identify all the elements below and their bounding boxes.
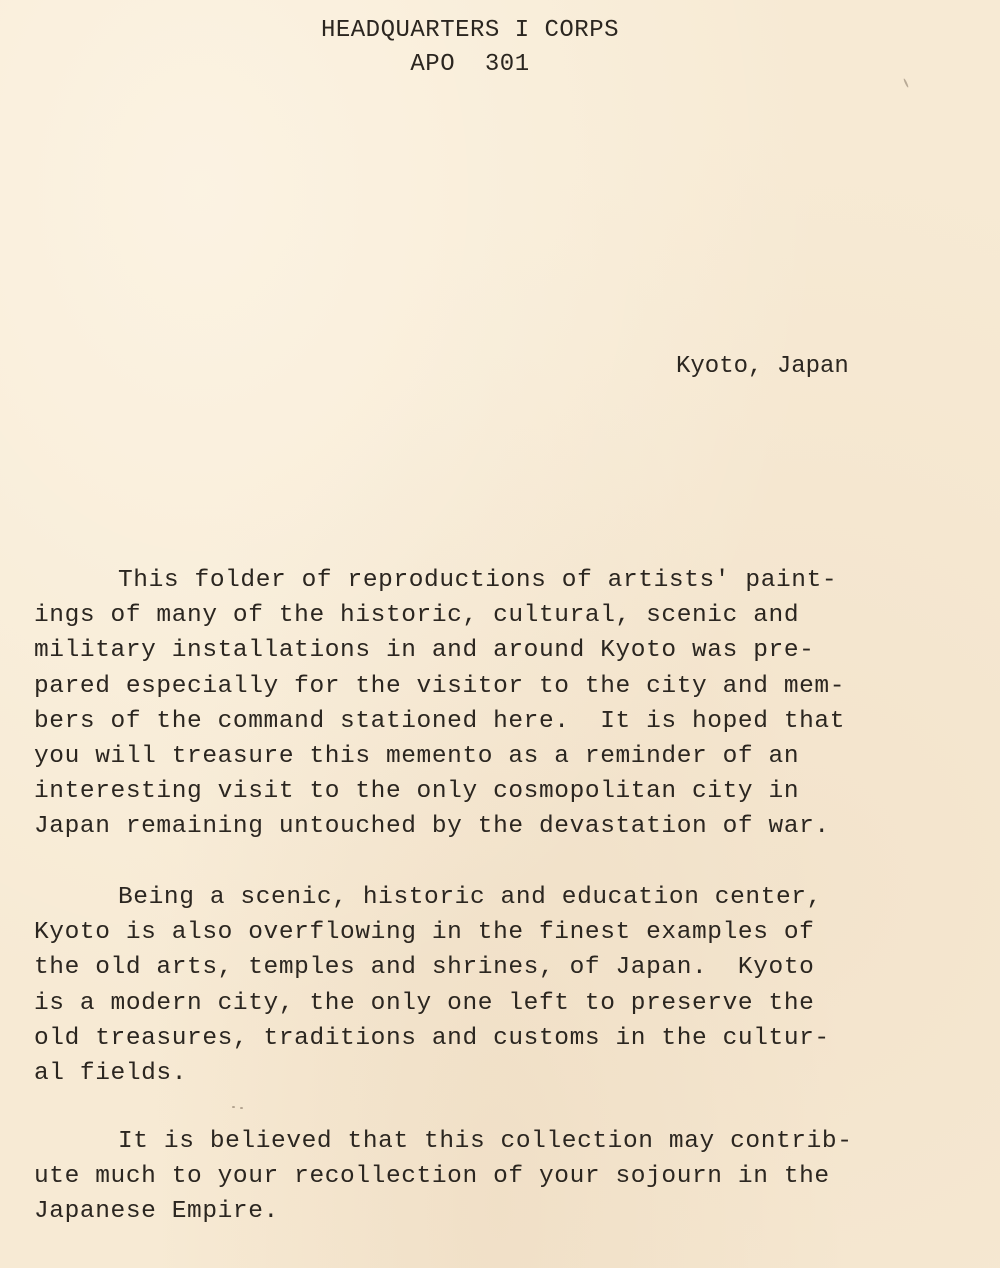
paragraph-1 bbox=[34, 563, 964, 845]
text-line: ings of many of the historic, cultural, scenic and bbox=[34, 602, 800, 630]
text-line: the old arts, temples and shrines, of Japan. Kyoto bbox=[34, 954, 815, 982]
place-line: Kyoto, Japan bbox=[676, 353, 849, 380]
text-line: Kyoto is also overflowing in the finest examples of bbox=[34, 919, 815, 947]
paper-speck bbox=[240, 1107, 243, 1109]
paragraph-3 bbox=[34, 1124, 964, 1230]
text-line: Being a scenic, historic and education center, bbox=[118, 884, 822, 911]
text-line: you will treasure this memento as a reminder of an bbox=[34, 743, 800, 771]
text-line: interesting visit to the only cosmopolitan city in bbox=[34, 778, 800, 806]
paragraph-2 bbox=[34, 880, 964, 1091]
text-line: al fields. bbox=[34, 1060, 188, 1088]
letterhead-apo: APO 301 bbox=[410, 51, 530, 78]
letterhead-unit: HEADQUARTERS I CORPS bbox=[320, 17, 620, 44]
text-line: military installations in and around Kyoto was pre- bbox=[34, 637, 815, 665]
text-line: old treasures, traditions and customs in the cultur- bbox=[34, 1024, 830, 1052]
letterhead bbox=[0, 14, 940, 82]
text-line: is a modern city, the only one left to preserve the bbox=[34, 989, 815, 1017]
paper-speck bbox=[232, 1106, 235, 1108]
text-line: Japan remaining untouched by the devastation of war. bbox=[34, 813, 830, 841]
text-line: ute much to your recollection of your sojourn in the bbox=[34, 1163, 830, 1191]
text-line: It is believed that this collection may contrib- bbox=[118, 1128, 853, 1155]
text-line: pared especially for the visitor to the city and mem- bbox=[34, 672, 846, 700]
text-line: This folder of reproductions of artists' paint- bbox=[118, 567, 838, 594]
text-line: Japanese Empire. bbox=[34, 1198, 279, 1226]
text-line: bers of the command stationed here. It is hoped that bbox=[34, 707, 846, 735]
